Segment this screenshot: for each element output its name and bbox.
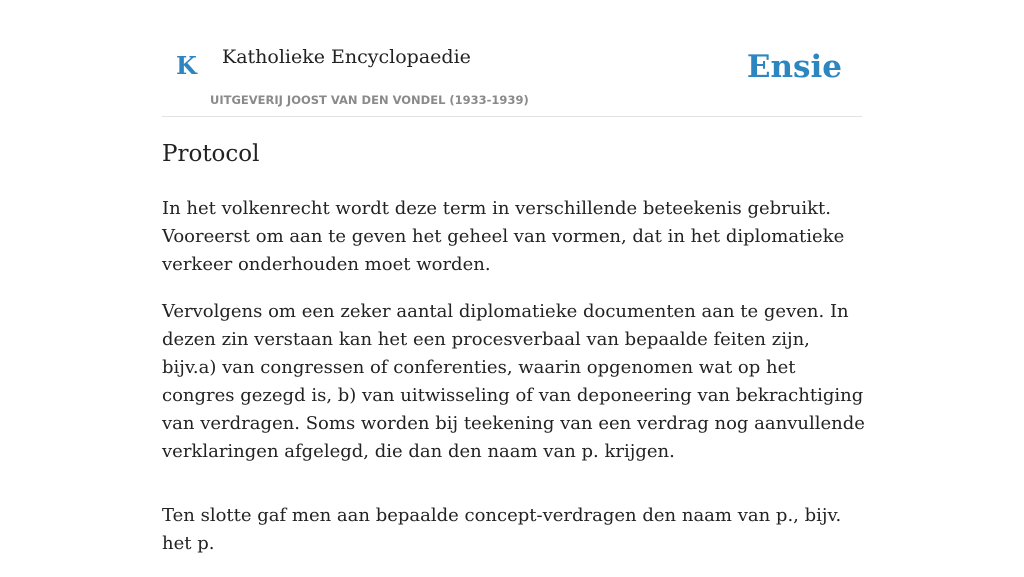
publisher-label: UITGEVERIJ JOOST VAN DEN VONDEL (1933-1939): [210, 93, 529, 107]
article: [162, 140, 866, 577]
site-logo[interactable]: K: [176, 51, 197, 80]
brand-logo[interactable]: Ensie: [746, 49, 842, 85]
site-title[interactable]: Katholieke Encyclopaedie: [222, 46, 471, 68]
site-header: [162, 0, 862, 117]
article-paragraph: In het volkenrecht wordt deze term in verschillende beteekenis gebruikt. Vooreerst om aan te geven het geheel van vormen, dat in het diplomatieke verkeer onderhouden moet worden.: [162, 197, 845, 275]
article-paragraph: Vervolgens om een zeker aantal diplomatieke documenten aan te geven. In dezen zin verstaan kan het een procesverbaal van bepaalde feiten zijn, bijv.a) van congressen of conferenties, waarin opgenomen wat op het congres gezegd is, b) van uitwisseling of van deponeering van bekrachtiging van verdragen. Soms worden bij teekening van een verdrag nog aanvullende verklaringen afgelegd, die dan den naam van p. krijgen.: [162, 300, 865, 462]
article-paragraph: Ten slotte gaf men aan bepaalde concept-verdragen den naam van p., bijv. het p.: [162, 504, 842, 554]
article-title: Protocol: [162, 141, 260, 167]
